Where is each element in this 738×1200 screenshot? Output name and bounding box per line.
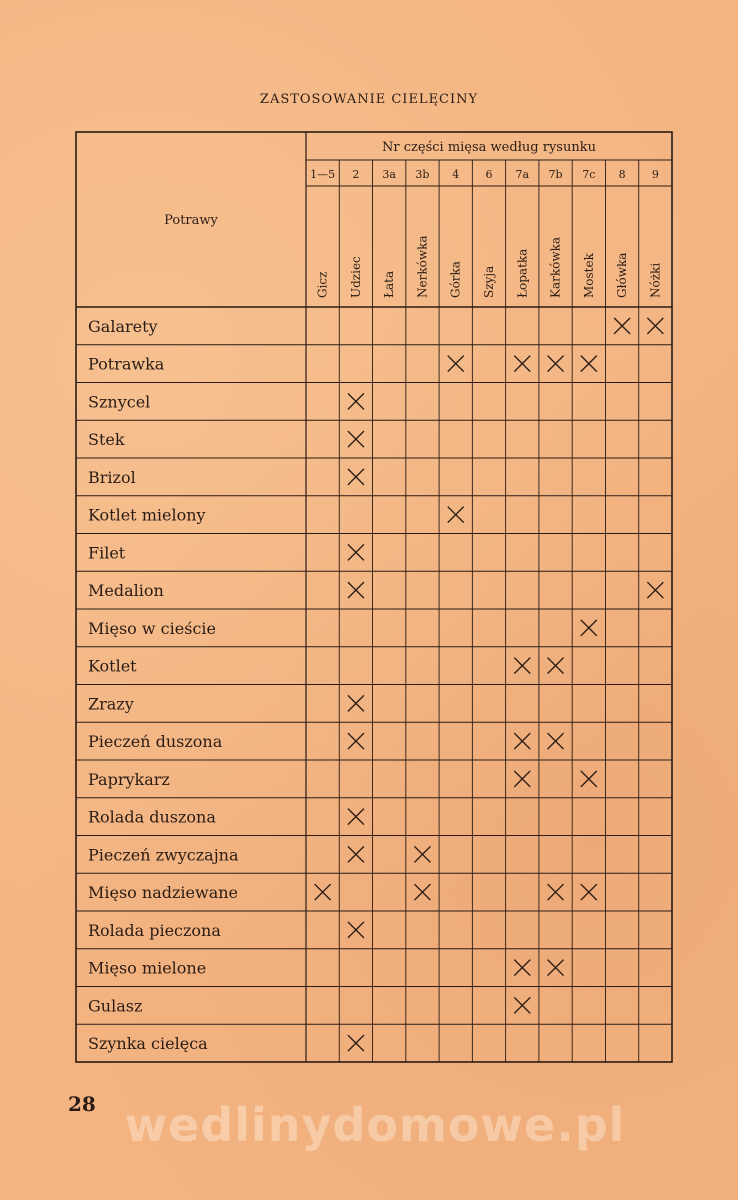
column-name: Łopatka (515, 248, 530, 298)
dish-label: Pieczeń duszona (88, 732, 223, 752)
dish-label: Stek (88, 430, 125, 450)
cross-mark (514, 997, 530, 1013)
cross-mark (548, 733, 564, 749)
cross-mark (647, 582, 663, 598)
column-name: Mostek (581, 253, 596, 298)
cross-mark (348, 1035, 364, 1051)
column-name: Udziec (348, 256, 363, 298)
cross-mark (581, 620, 597, 636)
cross-mark (614, 318, 630, 334)
column-number: 6 (485, 168, 493, 181)
column-number: 2 (352, 168, 360, 181)
cross-mark (348, 733, 364, 749)
cross-mark (548, 658, 564, 674)
dish-label: Zrazy (88, 694, 134, 714)
dish-label: Rolada duszona (88, 807, 216, 827)
dish-label: Mięso nadziewane (88, 883, 239, 903)
row-header: Potrawy (164, 213, 218, 228)
dish-label: Mięso mielone (88, 958, 207, 978)
column-name: Gicz (315, 271, 330, 298)
column-number: 8 (618, 168, 626, 181)
column-name: Górka (448, 261, 463, 298)
group-header: Nr części mięsa według rysunku (382, 140, 596, 155)
column-name: Główka (615, 252, 630, 298)
dish-label: Sznycel (88, 392, 151, 412)
cross-mark (414, 884, 430, 900)
dish-label: Filet (88, 543, 126, 563)
cross-mark (348, 544, 364, 560)
cross-mark (348, 393, 364, 409)
cross-mark (514, 771, 530, 787)
dish-label: Gulasz (88, 996, 143, 1016)
dish-label: Kotlet mielony (88, 505, 206, 525)
dish-label: Galarety (88, 316, 158, 336)
column-number: 3a (382, 168, 396, 181)
column-number: 3b (415, 168, 430, 181)
column-name: Łata (382, 270, 397, 298)
column-name: Nóżki (648, 262, 663, 298)
dish-label: Medalion (88, 581, 164, 601)
dish-label: Paprykarz (88, 769, 170, 789)
dish-label: Potrawka (88, 354, 165, 374)
cross-mark (514, 960, 530, 976)
page-title: ZASTOSOWANIE CIELĘCINY (259, 92, 479, 107)
column-name: Karkówka (548, 236, 563, 298)
cross-mark (548, 356, 564, 372)
cross-mark (647, 318, 663, 334)
dish-label: Mięso w cieście (88, 618, 216, 638)
cross-mark (348, 846, 364, 862)
column-number: 7b (548, 168, 563, 181)
dish-label: Kotlet (88, 656, 137, 676)
dish-label: Pieczeń zwyczajna (88, 845, 239, 865)
dish-label: Rolada pieczona (88, 920, 221, 940)
dish-label: Brizol (88, 467, 136, 487)
cross-mark (581, 771, 597, 787)
cross-mark (414, 846, 430, 862)
column-name: Nerkówka (415, 235, 430, 298)
cross-mark (581, 884, 597, 900)
cross-mark (348, 431, 364, 447)
cross-mark (315, 884, 331, 900)
cross-mark (348, 469, 364, 485)
cross-mark (581, 356, 597, 372)
cross-mark (548, 884, 564, 900)
cross-mark (448, 507, 464, 523)
column-name: Szyja (482, 265, 496, 298)
column-number: 7c (582, 168, 596, 181)
page-number: 28 (68, 1092, 96, 1116)
cross-mark (348, 809, 364, 825)
dish-label: Szynka cielęca (88, 1034, 208, 1054)
cross-mark (348, 922, 364, 938)
cross-mark (448, 356, 464, 372)
cross-mark (348, 582, 364, 598)
cross-mark (514, 658, 530, 674)
column-number: 4 (452, 168, 460, 181)
column-number: 1—5 (310, 168, 336, 181)
column-number: 7a (515, 168, 530, 181)
cross-mark (514, 733, 530, 749)
cross-mark (514, 356, 530, 372)
column-number: 9 (651, 168, 659, 181)
cross-mark (548, 960, 564, 976)
watermark: wedlinydomowe.pl (124, 1098, 626, 1152)
cross-mark (348, 695, 364, 711)
